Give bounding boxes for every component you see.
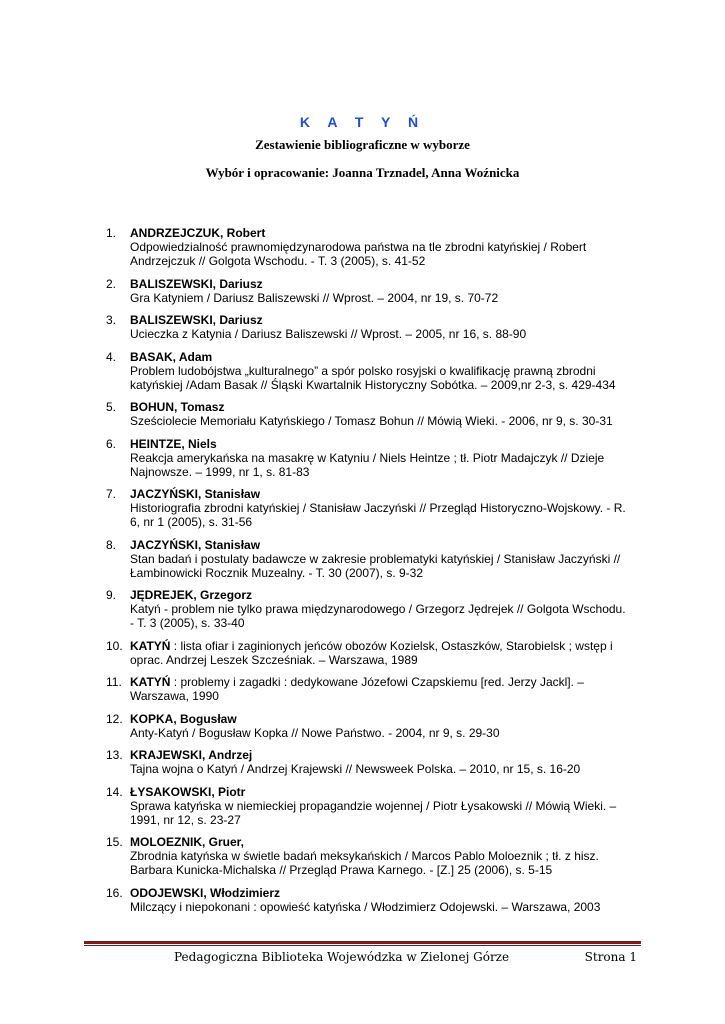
entry-heading-line — [130, 538, 646, 552]
entry-heading: ODOJEWSKI, Włodzimierz — [130, 885, 281, 900]
entry-heading-line — [130, 350, 646, 364]
bibliography-entry — [106, 313, 646, 341]
entry-heading: JACZYŃSKI, Stanisław — [130, 537, 261, 552]
entry-heading-line — [130, 277, 646, 291]
entry-heading: HEINTZE, Niels — [130, 436, 217, 451]
entry-text-line: Historiografia zbrodni katyńskiej / Stanisław Jaczyński // Przegląd Historyczno-Wojskowy. - R. — [130, 501, 626, 515]
entry-text-line: Stan badań i postulaty badawcze w zakresie problematyki katyńskiej / Stanisław Jaczyński // — [130, 551, 621, 566]
entry-text-line: Ucieczka z Katynia / Dariusz Baliszewski // Wprost. – 2005, nr 16, s. 88-90 — [130, 327, 527, 341]
entry-text-line: 6, nr 1 (2005), s. 31-56 — [130, 515, 253, 529]
document-title: K A T Y Ń — [299, 114, 426, 130]
bibliography-entry — [106, 639, 646, 667]
bibliography-entry — [106, 400, 646, 428]
entry-heading-line — [130, 835, 646, 849]
entry-heading-tail: : lista ofiar i zaginionych jeńców obozów Kozielsk, Ostaszków, Starobielsk ; wstęp i — [170, 638, 613, 653]
entry-number: 7. — [106, 487, 117, 501]
entry-text-line: 1991, nr 12, s. 23-27 — [130, 812, 241, 827]
entry-text-line: Milczący i niepokonani : opowieść katyńska / Włodzimierz Odojewski. – Warszawa, 2003 — [130, 899, 601, 914]
entry-text-line: Łambinowicki Rocznik Muzealny. - T. 30 (2007), s. 9-32 — [130, 565, 424, 580]
entry-heading: JACZYŃSKI, Stanisław — [130, 487, 261, 501]
entry-heading: KOPKA, Bogusław — [130, 711, 237, 726]
entry-number: 4. — [106, 349, 117, 364]
entry-text-line: - T. 3 (2005), s. 33-40 — [130, 616, 245, 630]
entry-number: 12. — [106, 711, 123, 726]
entry-heading: JĘDREJEK, Grzegorz — [130, 588, 253, 602]
bibliography-entry — [106, 538, 646, 580]
entry-heading: BASAK, Adam — [130, 349, 213, 364]
entry-number: 15. — [106, 835, 123, 849]
entry-heading: ANDRZEJCZUK, Robert — [130, 226, 266, 240]
bibliography-entry — [106, 886, 646, 914]
bibliography-entry — [106, 487, 646, 529]
document-subtitle: Zestawienie bibliograficzne w wyborze — [255, 137, 470, 152]
bibliography-entry — [106, 675, 646, 703]
bibliography-entry — [106, 835, 646, 877]
entry-heading: BALISZEWSKI, Dariusz — [130, 276, 263, 291]
footer-rule-thin — [84, 945, 641, 946]
entry-heading-line — [130, 487, 646, 501]
entry-text-line: Zbrodnia katyńska w świetle badań meksykańskich / Marcos Pablo Moloeznik ; tł. z hisz. — [130, 849, 599, 863]
entry-number: 3. — [106, 313, 117, 327]
footer-page-number: Strona 1 — [584, 950, 637, 964]
entry-number: 14. — [106, 784, 123, 799]
entry-heading: BOHUN, Tomasz — [130, 400, 225, 414]
entry-heading-line — [130, 400, 646, 414]
entry-text-line: Barbara Kunicka-Michalska // Przegląd Prawa Karnego. - [Z.] 25 (2006), s. 5-15 — [130, 863, 553, 877]
entry-number: 6. — [106, 436, 117, 451]
entry-text-line: Najnowsze. – 1999, nr 1, s. 81-83 — [130, 464, 310, 479]
entry-text-line: Katyń - problem nie tylko prawa międzynarodowego / Grzegorz Jędrejek // Golgota Wschodu. — [130, 602, 626, 616]
bibliography-entry — [106, 277, 646, 305]
entry-heading-line — [130, 785, 646, 799]
entry-text-line: Odpowiedzialność prawnomiędzynarodowa państwa na tle zbrodni katyńskiej / Robert — [130, 240, 587, 254]
entry-text-line: Sprawa katyńska w niemieckiej propagandzie wojennej / Piotr Łysakowski // Mówią Wieki. – — [130, 798, 617, 813]
entry-text-line: katyńskiej /Adam Basak // Śląski Kwartalnik Historyczny Sobótka. – 2009,nr 2-3, s. 429-434 — [130, 377, 616, 392]
entry-number: 9. — [106, 588, 117, 602]
entry-text-line: Warszawa, 1990 — [130, 689, 219, 703]
bibliography-entry — [106, 350, 646, 392]
entry-heading: BALISZEWSKI, Dariusz — [130, 313, 263, 327]
entry-heading: KATYŃ — [130, 638, 171, 653]
bibliography-entry — [106, 712, 646, 740]
entry-number: 16. — [106, 885, 123, 900]
bibliography-list — [106, 226, 646, 922]
entry-text-line: Andrzejczuk // Golgota Wschodu. - T. 3 (2005), s. 41-52 — [130, 254, 426, 268]
entry-heading: MOLOEZNIK, Gruer, — [130, 835, 245, 849]
entry-heading-line — [130, 675, 646, 689]
entry-number: 13. — [106, 748, 123, 762]
entry-text-line: Anty-Katyń / Bogusław Kopka // Nowe Państwo. - 2004, nr 9, s. 29-30 — [130, 725, 500, 740]
entry-heading-line — [130, 226, 646, 240]
entry-heading: KATYŃ — [130, 675, 171, 689]
entry-heading-line — [130, 886, 646, 900]
entry-heading-line — [130, 639, 646, 653]
entry-number: 2. — [106, 276, 117, 291]
bibliography-entry — [106, 748, 646, 776]
bibliography-entry — [106, 226, 646, 268]
entry-heading-tail: : problemy i zagadki : dedykowane Józefowi Czapskiemu [red. Jerzy Jackl]. – — [170, 675, 584, 689]
entry-heading: ŁYSAKOWSKI, Piotr — [130, 784, 246, 799]
footer-library-name: Pedagogiczna Biblioteka Wojewódzka w Zielonej Górze — [174, 950, 510, 964]
bibliography-entry — [106, 588, 646, 630]
entry-text-line: Sześciolecie Memoriału Katyńskiego / Tomasz Bohun // Mówią Wieki. - 2006, nr 9, s. 30-31 — [130, 414, 613, 428]
entry-text-line: Tajna wojna o Katyń / Andrzej Krajewski // Newsweek Polska. – 2010, nr 15, s. 16-20 — [130, 762, 581, 776]
entry-heading-line — [130, 712, 646, 726]
entry-text-line: Problem ludobójstwa „kulturalnego” a spór polsko rosyjski o kwalifikację prawną zbrodni — [130, 363, 596, 378]
entry-heading-line — [130, 588, 646, 602]
entry-heading: KRAJEWSKI, Andrzej — [130, 748, 253, 762]
entry-number: 8. — [106, 537, 117, 552]
entry-number: 1. — [106, 226, 117, 240]
entry-number: 10. — [106, 638, 123, 653]
entry-heading-line — [130, 313, 646, 327]
entry-text-line: Reakcja amerykańska na masakrę w Katyniu / Niels Heintze ; tł. Piotr Madajczyk // Dzieje — [130, 450, 605, 465]
entry-text-line: oprac. Andrzej Leszek Szcześniak. – Warszawa, 1989 — [130, 652, 418, 667]
document-authors: Wybór i opracowanie: Joanna Trznadel, Anna Woźnicka — [205, 165, 520, 180]
entry-number: 11. — [106, 675, 122, 689]
entry-heading-line — [130, 437, 646, 451]
entry-text-line: Gra Katyniem / Dariusz Baliszewski // Wprost. – 2004, nr 19, s. 70-72 — [130, 290, 499, 305]
entry-number: 5. — [106, 400, 117, 414]
bibliography-entry — [106, 437, 646, 479]
footer-rule-thick — [84, 941, 641, 944]
entry-heading-line — [130, 748, 646, 762]
bibliography-entry — [106, 785, 646, 827]
